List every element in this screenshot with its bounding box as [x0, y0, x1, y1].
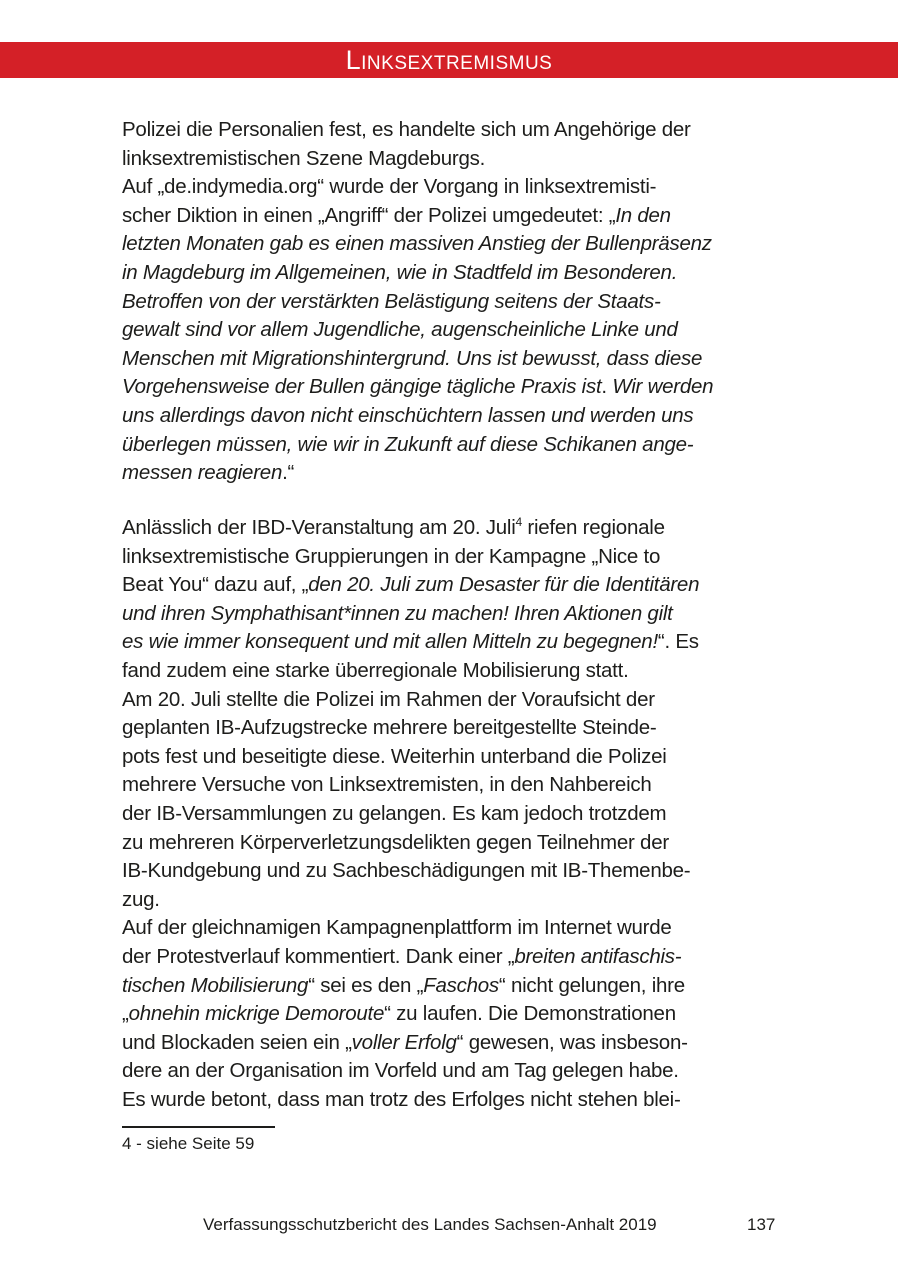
quoted-text: überlegen müssen, wie wir in Zukunft auf diese Schikanen ange-: [122, 432, 694, 456]
text-line: [122, 1057, 802, 1086]
text-line: [122, 145, 802, 174]
text-line: [122, 373, 802, 402]
text-line: [122, 288, 802, 317]
quoted-text: Menschen mit Migrationshintergrund. Uns ist bewusst, dass diese: [122, 346, 703, 370]
paragraph: [122, 116, 802, 488]
text-line: [122, 1029, 802, 1058]
text-line: [122, 686, 802, 715]
paragraph: [122, 514, 802, 1114]
text-segment: Polizei die Personalien fest, es handelte sich um Angehörige der: [122, 118, 691, 141]
text-segment: “. Es: [657, 630, 699, 654]
text-segment: IB-Kundgebung und zu Sachbeschädigungen mit IB-Themenbe-: [122, 859, 691, 883]
text-segment: Am 20. Juli stellte die Polizei im Rahmen der Voraufsicht der: [122, 687, 655, 711]
section-header-bar: [0, 42, 898, 78]
text-segment: zug.: [122, 887, 160, 911]
footnote-divider: [122, 1126, 275, 1128]
text-line: [122, 571, 802, 600]
text-line: [122, 173, 802, 202]
text-segment: .: [601, 375, 613, 399]
text-segment: Anlässlich der IBD-Veranstaltung am 20. Juli: [122, 516, 516, 539]
quoted-text: messen reagieren: [122, 461, 283, 485]
text-line: [122, 886, 802, 915]
section-title: Linksextremismus: [345, 45, 553, 75]
text-segment: geplanten IB-Aufzugstrecke mehrere bereitgestellte Steinde-: [122, 716, 657, 740]
text-segment: “ nicht gelungen, ihre: [498, 973, 685, 997]
text-line: [122, 1086, 802, 1115]
text-segment: pots fest und beseitigte diese. Weiterhin unterband die Polizei: [122, 744, 667, 768]
text-segment: Es wurde betont, dass man trotz des Erfolges nicht stehen blei-: [122, 1087, 681, 1111]
text-line: [122, 714, 802, 743]
quoted-text: es wie immer konsequent und mit allen Mitteln zu begegnen!: [122, 630, 658, 654]
text-segment: fand zudem eine starke überregionale Mobilisierung statt.: [122, 658, 629, 682]
quoted-text: in Magdeburg im Allgemeinen, wie in Stadtfeld im Besonderen.: [122, 260, 678, 284]
footer-publication: Verfassungsschutzbericht des Landes Sachsen-Anhalt 2019: [203, 1215, 657, 1234]
text-segment: „: [122, 1002, 129, 1026]
text-line: [122, 800, 802, 829]
text-line: [122, 402, 802, 431]
quoted-text: den 20. Juli zum Desaster für die Identitären: [308, 573, 700, 597]
text-line: [122, 743, 802, 772]
text-segment: riefen regionale: [521, 516, 665, 539]
text-line: [122, 771, 802, 800]
text-segment: .“: [282, 461, 295, 485]
text-line: [122, 459, 802, 488]
text-segment: zu mehreren Körperverletzungsdelikten gegen Teilnehmer der: [122, 830, 669, 854]
text-segment: Auf der gleichnamigen Kampagnenplattform im Internet wurde: [122, 916, 672, 940]
text-segment: “ zu laufen. Die Demonstrationen: [384, 1002, 676, 1026]
text-segment: linksextremistische Gruppierungen in der Kampagne „Nice to: [122, 544, 661, 568]
text-segment: der IB-Versammlungen zu gelangen. Es kam jedoch trotzdem: [122, 801, 667, 825]
text-segment: dere an der Organisation im Vorfeld und am Tag gelegen habe.: [122, 1059, 679, 1083]
quoted-text: tischen Mobilisierung: [122, 973, 309, 997]
text-line: [122, 514, 802, 543]
text-segment: der Protestverlauf kommentiert. Dank einer „: [122, 944, 515, 968]
text-line: [122, 345, 802, 374]
text-line: [122, 316, 802, 345]
text-line: [122, 628, 802, 657]
text-segment: Auf „de.indymedia.org“ wurde der Vorgang in linksextremisti-: [122, 175, 657, 199]
quoted-text: gewalt sind vor allem Jugendliche, augenscheinliche Linke und: [122, 318, 678, 342]
text-line: [122, 829, 802, 858]
text-line: [122, 116, 802, 145]
text-line: [122, 657, 802, 686]
quoted-text: letzten Monaten gab es einen massiven Anstieg der Bullenpräsenz: [122, 232, 712, 256]
footnote: 4 - siehe Seite 59: [122, 1134, 255, 1153]
quoted-text: Wir werden: [612, 375, 714, 399]
text-line: [122, 943, 802, 972]
text-line: [122, 543, 802, 572]
quoted-text: Vorgehensweise der Bullen gängige tägliche Praxis ist: [122, 375, 602, 399]
quoted-text: uns allerdings davon nicht einschüchtern lassen und werden uns: [122, 403, 694, 427]
text-segment: mehrere Versuche von Linksextremisten, in den Nahbereich: [122, 773, 652, 797]
text-line: [122, 431, 802, 460]
text-segment: “ gewesen, was insbeson-: [456, 1030, 688, 1054]
text-line: [122, 972, 802, 1001]
quoted-text: Faschos: [423, 973, 499, 997]
text-line: [122, 600, 802, 629]
footnote-reference: 4: [515, 515, 522, 529]
text-segment: “ sei es den „: [308, 973, 424, 997]
quoted-text: voller Erfolg: [351, 1030, 457, 1054]
text-line: [122, 1000, 802, 1029]
text-line: [122, 857, 802, 886]
text-segment: und Blockaden seien ein „: [122, 1030, 352, 1054]
quoted-text: breiten antifaschis-: [514, 944, 682, 968]
text-segment: Beat You“ dazu auf, „: [122, 573, 309, 597]
quoted-text: In den: [615, 203, 671, 227]
quoted-text: und ihren Symphathisant*innen zu machen! Ihren Aktionen gilt: [122, 601, 673, 625]
text-line: [122, 230, 802, 259]
quoted-text: ohnehin mickrige Demoroute: [128, 1002, 385, 1026]
text-segment: scher Diktion in einen „Angriff“ der Polizei umgedeutet: „: [122, 203, 616, 227]
quoted-text: Betroffen von der verstärkten Belästigung seitens der Staats-: [122, 289, 661, 313]
page-number: 137: [747, 1215, 776, 1234]
text-segment: linksextremistischen Szene Magdeburgs.: [122, 146, 486, 170]
text-line: [122, 202, 802, 231]
text-line: [122, 259, 802, 288]
text-line: [122, 914, 802, 943]
